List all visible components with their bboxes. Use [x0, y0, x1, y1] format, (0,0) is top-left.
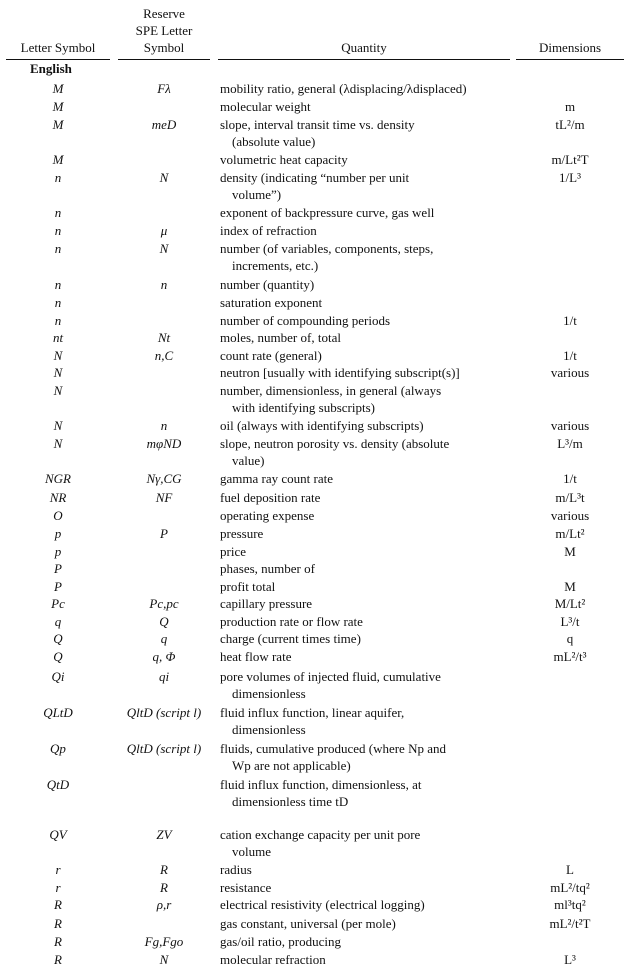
dimensions: L [566, 862, 574, 877]
quantity-cell [220, 578, 510, 595]
dimensions: q [566, 631, 574, 646]
quantity-text: capillary pressure [220, 596, 313, 611]
letter-symbol: N [53, 348, 63, 363]
reserve-symbol: R [160, 862, 168, 877]
reserve-symbol: Nt [157, 330, 171, 345]
letter-symbol: N [53, 365, 63, 380]
quantity-text: cation exchange capacity per unit pore [220, 827, 421, 842]
quantity-cell [220, 861, 510, 878]
reserve-symbol: P [160, 526, 168, 541]
dimensions: various [550, 508, 590, 523]
quantity-text: fluid influx function, dimensionless, at [220, 777, 422, 792]
quantity-text-continued: with identifying subscripts) [232, 400, 375, 415]
dimensions: L³/m [557, 436, 583, 451]
quantity-text: pore volumes of injected fluid, cumulative [220, 669, 441, 684]
letter-symbol: Q [53, 649, 63, 664]
letter-symbol: M [52, 117, 64, 132]
header-reserve-line3: Symbol [143, 40, 185, 55]
reserve-symbol: QltD (script l) [126, 705, 202, 720]
quantity-cell [220, 382, 510, 416]
letter-symbol: q [54, 614, 62, 629]
quantity-text: charge (current times time) [220, 631, 361, 646]
letter-symbol: n [54, 313, 62, 328]
header-quantity-label: Quantity [341, 40, 387, 55]
quantity-cell [220, 329, 510, 346]
quantity-text: volumetric heat capacity [220, 152, 348, 167]
header-dimensions-label: Dimensions [538, 40, 602, 55]
dimensions: m/L³t [555, 490, 585, 505]
letter-symbol: p [54, 526, 62, 541]
quantity-text: number of compounding periods [220, 313, 391, 328]
header-rule [516, 59, 624, 60]
quantity-cell [220, 222, 510, 239]
dimensions: M [564, 544, 576, 559]
letter-symbol: NGR [45, 471, 71, 486]
letter-symbol: n [54, 241, 62, 256]
header-reserve-line1: Reserve [143, 6, 185, 21]
quantity-cell [220, 347, 510, 364]
header-letter-symbol-label: Letter Symbol [20, 40, 96, 55]
letter-symbol: N [53, 436, 63, 451]
quantity-text: number (quantity) [220, 277, 315, 292]
letter-symbol: r [55, 880, 61, 895]
reserve-symbol: QltD (script l) [126, 741, 202, 756]
quantity-text: heat flow rate [220, 649, 292, 664]
quantity-text: molecular refraction [220, 952, 326, 967]
quantity-text: number, dimensionless, in general (always [220, 383, 442, 398]
letter-symbol: nt [52, 330, 64, 345]
letter-symbol: n [54, 170, 62, 185]
header-rule [6, 59, 110, 60]
quantity-text-continued: dimensionless [232, 686, 306, 701]
letter-symbol: Pc [51, 596, 65, 611]
letter-symbol: n [54, 205, 62, 220]
dimensions: M/Lt² [554, 596, 586, 611]
reserve-symbol: Fg,Fgo [144, 934, 184, 949]
dimensions: L³/t [560, 614, 580, 629]
reserve-symbol: ρ,r [156, 897, 172, 912]
quantity-cell [220, 116, 510, 150]
quantity-cell [220, 613, 510, 630]
quantity-text-continued: Wp are not applicable) [232, 758, 351, 773]
letter-symbol: P [54, 579, 62, 594]
reserve-symbol: q [160, 631, 168, 646]
reserve-symbol: NF [155, 490, 173, 505]
quantity-text: gamma ray count rate [220, 471, 333, 486]
letter-symbol: N [53, 383, 63, 398]
header-quantity [218, 39, 510, 60]
letter-symbol: Qi [51, 669, 65, 684]
quantity-text: electrical resistivity (electrical logging) [220, 897, 425, 912]
reserve-symbol: Q [159, 614, 169, 629]
letter-symbol: R [54, 897, 62, 912]
letter-symbol: NR [49, 490, 67, 505]
quantity-text: phases, number of [220, 561, 315, 576]
quantity-cell [220, 933, 510, 950]
reserve-symbol: ZV [156, 827, 172, 842]
dimensions: various [550, 365, 590, 380]
letter-symbol: N [53, 418, 63, 433]
quantity-text-continued: volume [232, 844, 271, 859]
dimensions: tL²/m [555, 117, 585, 132]
quantity-text-continued: volume”) [232, 187, 282, 202]
letter-symbol: R [54, 934, 62, 949]
reserve-symbol: mφND [146, 436, 182, 451]
quantity-cell [220, 151, 510, 168]
quantity-text-continued: dimensionless [232, 722, 306, 737]
quantity-cell [220, 507, 510, 524]
dimensions: various [550, 418, 590, 433]
dimensions: 1/t [563, 348, 577, 363]
dimensions: L³ [564, 952, 576, 967]
quantity-cell [220, 525, 510, 542]
letter-symbol: n [54, 295, 62, 310]
quantity-text: slope, neutron porosity vs. density (absolute [220, 436, 450, 451]
quantity-cell [220, 560, 510, 577]
quantity-cell [220, 294, 510, 311]
quantity-cell [220, 364, 510, 381]
quantity-text-continued: value) [232, 453, 265, 468]
quantity-cell [220, 826, 510, 860]
letter-symbol: n [54, 277, 62, 292]
quantity-cell [220, 417, 510, 434]
quantity-cell [220, 169, 510, 203]
header-rule [218, 59, 510, 60]
reserve-symbol: Pc,pc [149, 596, 179, 611]
dimensions: m [564, 99, 576, 114]
header-rule [118, 59, 210, 60]
letter-symbol: n [54, 223, 62, 238]
quantity-cell [220, 668, 510, 702]
letter-symbol: r [55, 862, 61, 877]
section-label: English [30, 61, 72, 76]
letter-symbol: M [52, 81, 64, 96]
quantity-text: resistance [220, 880, 272, 895]
quantity-cell [220, 543, 510, 560]
letter-symbol: p [54, 544, 62, 559]
reserve-symbol: N [159, 241, 169, 256]
reserve-symbol: qi [158, 669, 170, 684]
dimensions: mL²/tq² [550, 880, 590, 895]
quantity-cell [220, 776, 510, 810]
quantity-text: operating expense [220, 508, 315, 523]
quantity-text: molecular weight [220, 99, 311, 114]
quantity-cell [220, 595, 510, 612]
reserve-symbol: n [160, 418, 168, 433]
quantity-cell [220, 98, 510, 115]
reserve-symbol: Nγ,CG [146, 471, 182, 486]
reserve-symbol: N [159, 170, 169, 185]
quantity-text: count rate (general) [220, 348, 322, 363]
quantity-text: number (of variables, components, steps, [220, 241, 434, 256]
quantity-text: saturation exponent [220, 295, 323, 310]
quantity-text-continued: (absolute value) [232, 134, 316, 149]
quantity-text: density (indicating “number per unit [220, 170, 410, 185]
letter-symbol: R [54, 952, 62, 967]
dimensions: M [564, 579, 576, 594]
quantity-text-continued: dimensionless time tD [232, 794, 349, 809]
quantity-text: gas/oil ratio, producing [220, 934, 341, 949]
dimensions: mL²/t²T [549, 916, 591, 931]
quantity-text: mobility ratio, general (λdisplacing/λdisplaced) [220, 81, 467, 96]
reserve-symbol: Fλ [157, 81, 171, 96]
quantity-text: fuel deposition rate [220, 490, 321, 505]
dimensions: ml³tq² [554, 897, 586, 912]
dimensions: m/Lt² [555, 526, 585, 541]
quantity-cell [220, 648, 510, 665]
quantity-text: fluids, cumulative produced (where Np and [220, 741, 446, 756]
quantity-cell [220, 312, 510, 329]
quantity-cell [220, 204, 510, 221]
quantity-cell [220, 740, 510, 774]
quantity-text-continued: increments, etc.) [232, 258, 319, 273]
dimensions: m/Lt²T [551, 152, 589, 167]
reserve-symbol: n,C [154, 348, 174, 363]
header-dimensions [516, 39, 624, 60]
dimensions: 1/L³ [559, 170, 581, 185]
quantity-cell [220, 915, 510, 932]
quantity-cell [220, 240, 510, 274]
quantity-text: index of refraction [220, 223, 317, 238]
quantity-text: pressure [220, 526, 264, 541]
quantity-text: moles, number of, total [220, 330, 341, 345]
letter-symbol: Qp [50, 741, 66, 756]
letter-symbol: Q [53, 631, 63, 646]
reserve-symbol: N [159, 952, 169, 967]
quantity-text: exponent of backpressure curve, gas well [220, 205, 435, 220]
reserve-symbol: μ [160, 223, 168, 238]
letter-symbol: O [53, 508, 63, 523]
dimensions: 1/t [563, 471, 577, 486]
quantity-text: gas constant, universal (per mole) [220, 916, 396, 931]
reserve-symbol: R [160, 880, 168, 895]
quantity-text: production rate or flow rate [220, 614, 363, 629]
header-reserve-symbol [118, 5, 210, 60]
header-reserve-line2: SPE Letter [135, 23, 193, 38]
reserve-symbol: meD [151, 117, 177, 132]
quantity-text: profit total [220, 579, 276, 594]
header-letter-symbol [6, 39, 110, 60]
letter-symbol: QtD [46, 777, 70, 792]
quantity-cell [220, 879, 510, 896]
quantity-text: radius [220, 862, 252, 877]
quantity-cell [220, 630, 510, 647]
quantity-text: neutron [usually with identifying subscript(s)] [220, 365, 460, 380]
letter-symbol: QLtD [43, 705, 73, 720]
letter-symbol: M [52, 99, 64, 114]
quantity-cell [220, 80, 510, 97]
letter-symbol: P [54, 561, 62, 576]
quantity-cell [220, 435, 510, 469]
reserve-symbol: n [160, 277, 168, 292]
quantity-cell [220, 896, 510, 913]
quantity-cell [220, 489, 510, 506]
letter-symbol: M [52, 152, 64, 167]
quantity-cell [220, 276, 510, 293]
letter-symbol: QV [49, 827, 67, 842]
quantity-text: oil (always with identifying subscripts) [220, 418, 424, 433]
reserve-symbol: q, Φ [152, 649, 176, 664]
quantity-text: fluid influx function, linear aquifer, [220, 705, 405, 720]
quantity-cell [220, 951, 510, 968]
dimensions: mL²/t³ [553, 649, 587, 664]
dimensions: 1/t [563, 313, 577, 328]
quantity-text: slope, interval transit time vs. density [220, 117, 415, 132]
quantity-cell [220, 704, 510, 738]
quantity-text: price [220, 544, 246, 559]
quantity-cell [220, 470, 510, 487]
letter-symbol: R [54, 916, 62, 931]
